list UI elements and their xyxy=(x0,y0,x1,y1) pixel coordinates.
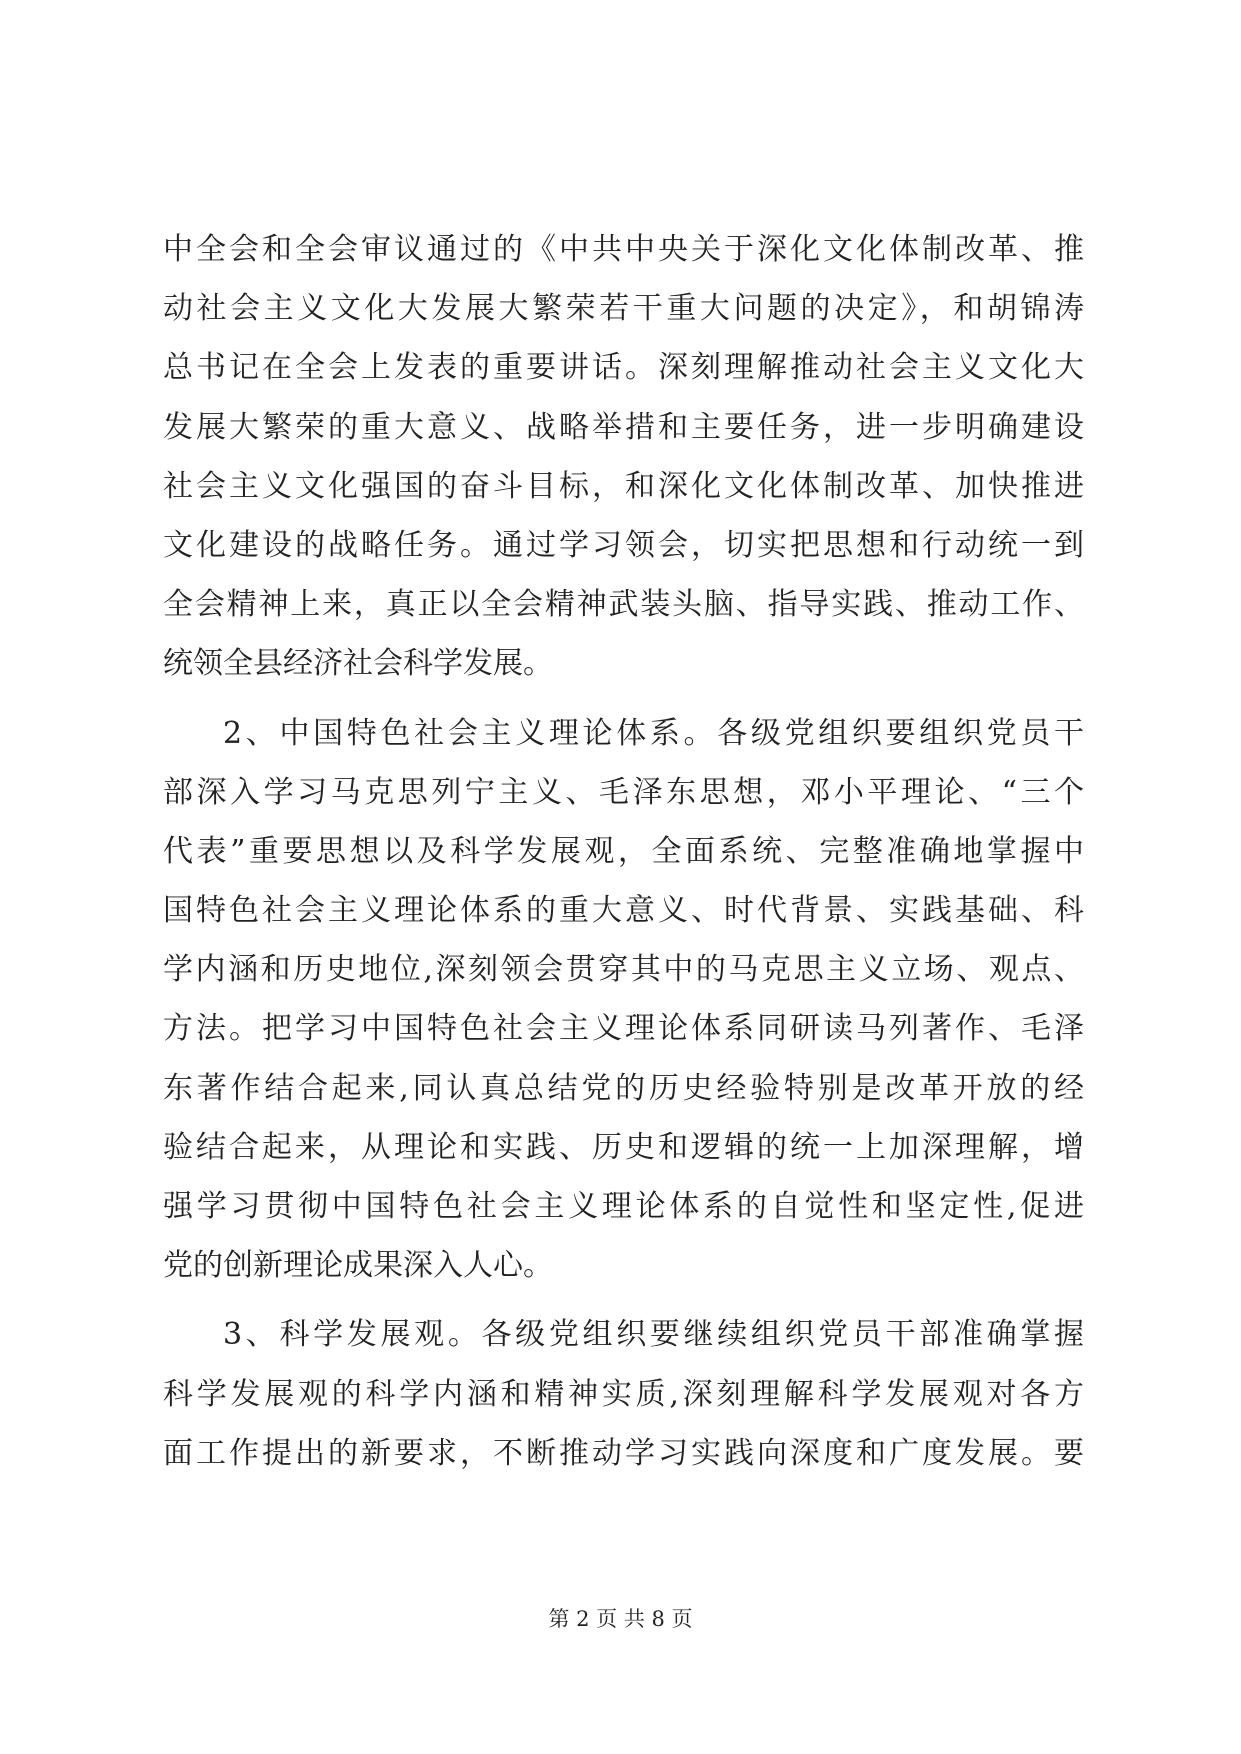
text-line: 部深入学习马克思列宁主义、毛泽东思想，邓小平理论、“三个 xyxy=(163,774,1084,810)
text-line: 代表”重要思想以及科学发展观，全面系统、完整准确地掌握中 xyxy=(163,833,1084,869)
text-line: 总书记在全会上发表的重要讲话。深刻理解推动社会主义文化大 xyxy=(163,350,1084,386)
text-line: 方法。把学习中国特色社会主义理论体系同研读马列著作、毛泽 xyxy=(163,1011,1084,1047)
text-line: 中全会和全会审议通过的《中共中央关于深化文化体制改革、推 xyxy=(163,232,1084,267)
text-line: 社会主义文化强国的奋斗目标，和深化文化体制改革、加快推进 xyxy=(163,468,1084,504)
text-line: 验结合起来，从理论和实践、历史和逻辑的统一上加深理解，增 xyxy=(163,1129,1084,1165)
page-number-footer: 第 2 页 共 8 页 xyxy=(548,1607,693,1631)
text-line: 动社会主义文化大发展大繁荣若干重大问题的决定》，和胡锦涛 xyxy=(163,291,1084,327)
text-line: 全会精神上来，真正以全会精神武装头脑、指导实践、推动工作、 xyxy=(163,587,1084,623)
text-line: 发展大繁荣的重大意义、战略举措和主要任务，进一步明确建设 xyxy=(163,409,1084,445)
text-line: 科学发展观的科学内涵和精神实质,深刻理解科学发展观对各方 xyxy=(163,1376,1084,1412)
text-line: 强学习贯彻中国特色社会主义理论体系的自觉性和坚定性,促进 xyxy=(163,1189,1084,1224)
paragraph-gap xyxy=(163,1295,1084,1305)
text-line: 党的创新理论成果深入人心。 xyxy=(163,1248,553,1284)
text-line: 学内涵和历史地位,深刻领会贯穿其中的马克思主义立场、观点、 xyxy=(163,952,1084,988)
text-line: 3、科学发展观。各级党组织要继续组织党员干部准确掌握 xyxy=(223,1317,1084,1353)
paragraph-gap xyxy=(163,694,1084,704)
text-line: 2、中国特色社会主义理论体系。各级党组织要组织党员干 xyxy=(223,715,1084,751)
text-line: 国特色社会主义理论体系的重大意义、时代背景、实践基础、科 xyxy=(163,893,1084,929)
text-line: 统领全县经济社会科学发展。 xyxy=(163,646,553,682)
text-line: 面工作提出的新要求，不断推动学习实践向深度和广度发展。要 xyxy=(163,1435,1084,1471)
document-body xyxy=(163,220,1084,1483)
text-line: 东著作结合起来,同认真总结党的历史经验特别是改革开放的经 xyxy=(163,1070,1084,1106)
text-line: 文化建设的战略任务。通过学习领会，切实把思想和行动统一到 xyxy=(163,527,1084,563)
